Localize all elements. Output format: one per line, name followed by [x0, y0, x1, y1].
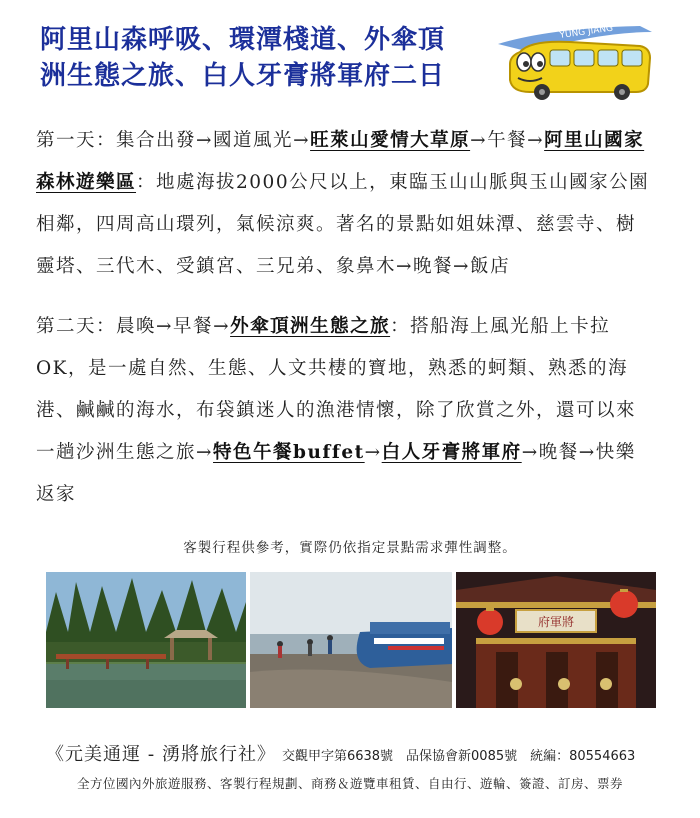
logo-banner-text: YUNG JIANG	[559, 23, 614, 41]
arrow-icon: →	[396, 256, 414, 277]
day1-highlight-alishan: 阿里山國家森林遊樂區	[36, 130, 645, 193]
title-line-1: 阿里山森呼吸、環潭棧道、外傘頂	[40, 25, 446, 55]
alishan-forest-pavilion-photo	[46, 572, 246, 708]
photo-strip	[46, 572, 656, 708]
day2-label: 第二天：	[36, 316, 117, 337]
day1-stop: 集合出發	[116, 130, 197, 151]
waisanding-boat-beach-photo	[250, 572, 452, 708]
day1-description: ：地處海拔2000公尺以上，東臨玉山山脈與玉山國家公園相鄰，四周高山環列，氣候涼爽。著名的景點如姐妹潭、慈雲寺、樹靈塔、三代木、受鎮宮、三兄弟、象鼻木	[36, 172, 650, 277]
tour-bus-logo-icon	[490, 22, 658, 100]
agency-services: 全方位國內外旅遊服務、客製行程規劃、商務＆遊覽車租賃、自由行、遊輪、簽證、訂房、票券	[76, 776, 623, 791]
day2-highlight-mansion: 白人牙膏將軍府	[381, 442, 522, 463]
agency-license: 交觀甲字第6638號 品保協會新0085號 統編：80554663	[281, 749, 636, 764]
day1-label: 第一天：	[36, 130, 117, 151]
day1-stop: 國道風光	[213, 130, 294, 151]
day2-highlight-waisanding: 外傘頂洲生態之旅	[230, 316, 391, 337]
arrow-icon: →	[453, 256, 471, 277]
day1-itinerary	[36, 120, 654, 288]
day1-stop: 午餐	[487, 130, 528, 151]
agency-name: 《元美通運 - 湧將旅行社》	[46, 744, 276, 765]
arrow-icon: →	[196, 130, 214, 151]
day2-stop: 晚餐	[538, 442, 579, 463]
arrow-icon: →	[156, 316, 174, 337]
arrow-icon: →	[293, 130, 311, 151]
day1-stop: 晚餐	[413, 256, 454, 277]
day1-highlight-grassland: 旺萊山愛情大草原	[310, 130, 471, 151]
page-title	[40, 22, 480, 94]
arrow-icon: →	[213, 316, 231, 337]
arrow-icon: →	[527, 130, 545, 151]
arrow-icon: →	[364, 442, 382, 463]
agency-line	[46, 740, 666, 766]
day1-stop: 飯店	[470, 256, 511, 277]
day2-description: ：搭船海上風光船上卡拉OK，是一處自然、生態、人文共棲的寶地，熟悉的蚵類、熟悉的海港、鹹鹹的海水，布袋鎮迷人的漁港情懷，除了欣賞之外，還可以來一趟沙洲生態之旅	[36, 316, 637, 463]
arrow-icon: →	[578, 442, 596, 463]
day2-stop: 快樂返家	[36, 442, 636, 505]
day2-itinerary	[36, 306, 654, 516]
arrow-icon: →	[470, 130, 488, 151]
mansion-sign-text: 府軍將	[537, 615, 575, 629]
arrow-icon: →	[196, 442, 214, 463]
arrow-icon: →	[521, 442, 539, 463]
itinerary-note: 客製行程供參考，實際仍依指定景點需求彈性調整。	[183, 540, 517, 556]
day2-stop: 早餐	[173, 316, 214, 337]
day2-stop: 晨喚	[116, 316, 157, 337]
day2-highlight-buffet: 特色午餐buffet	[213, 442, 365, 463]
title-line-2: 洲生態之旅、白人牙膏將軍府二日	[40, 61, 446, 91]
general-mansion-gate-photo	[456, 572, 656, 708]
